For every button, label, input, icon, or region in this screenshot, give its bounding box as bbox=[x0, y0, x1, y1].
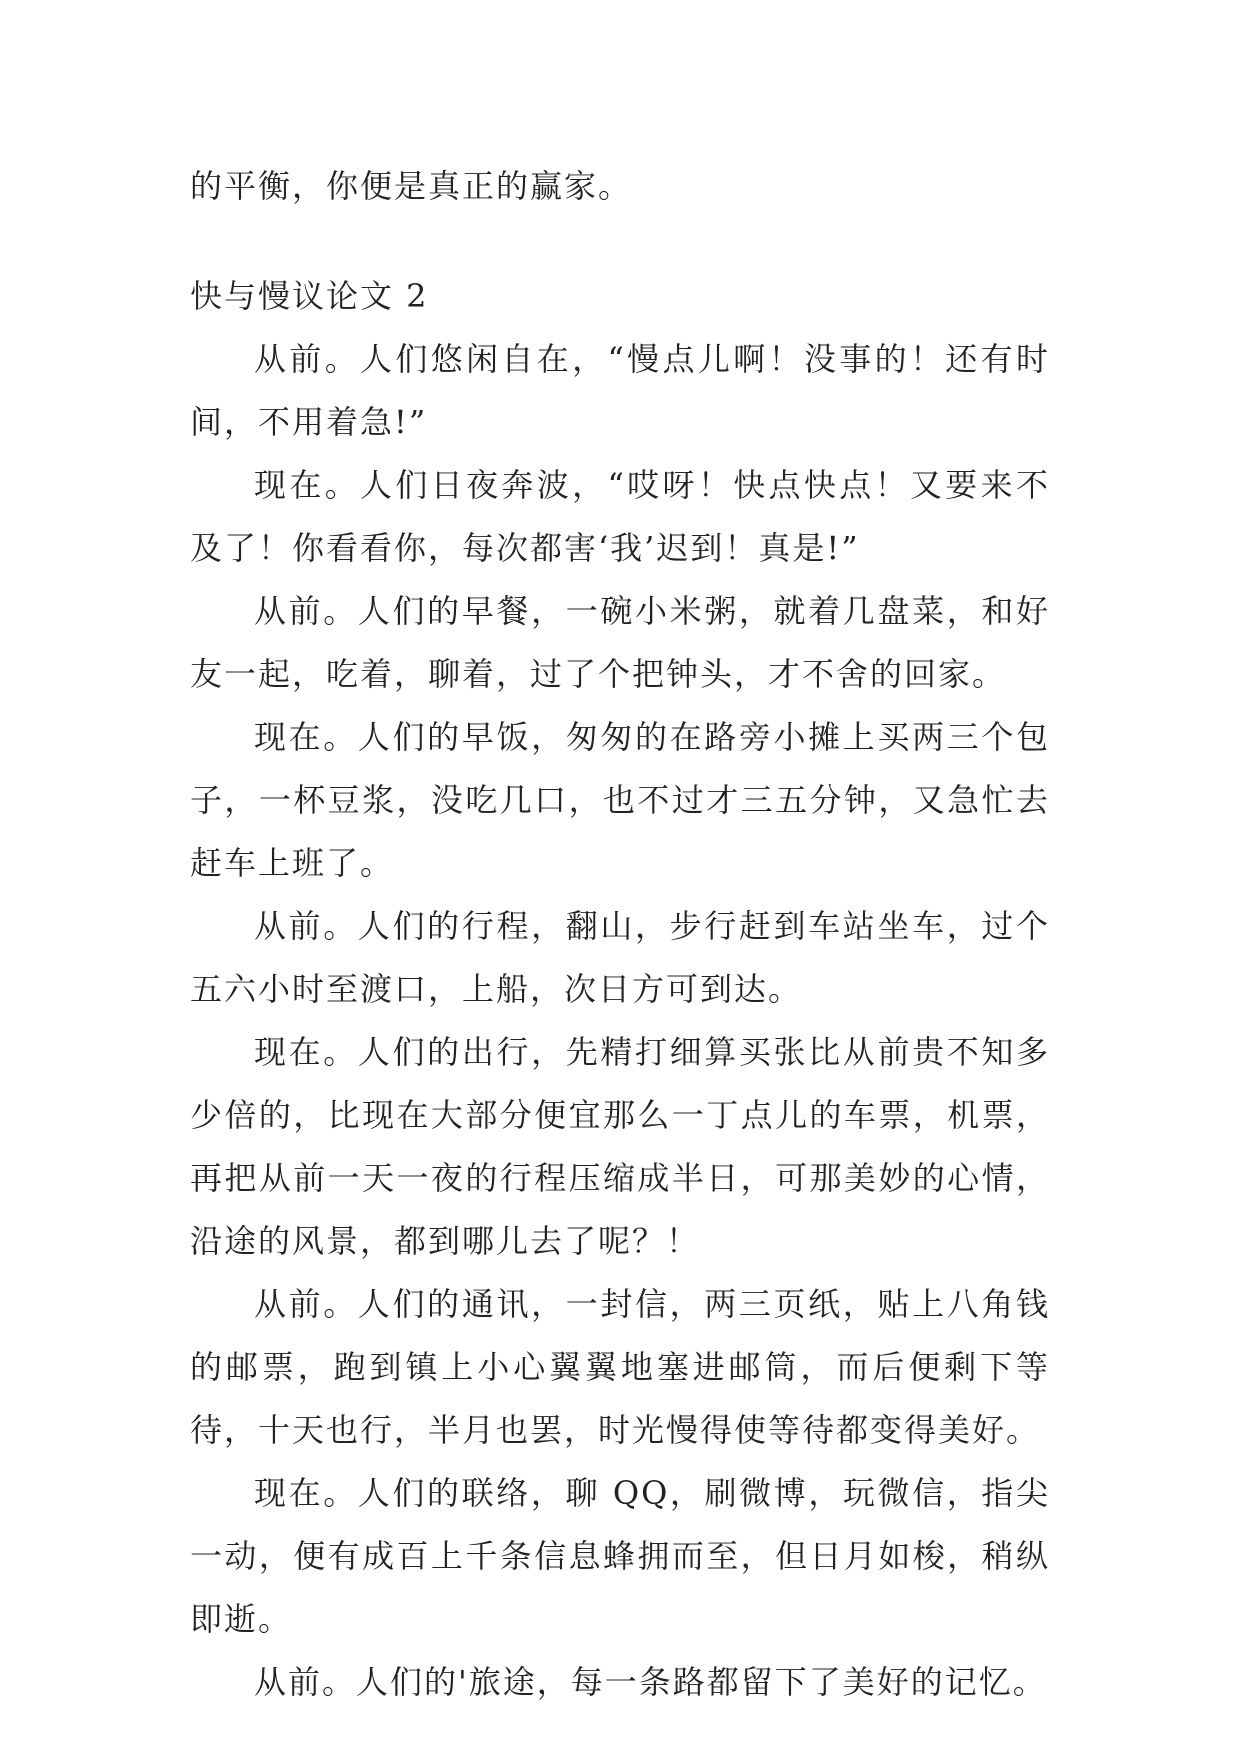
paragraph: 从前。人们的通讯，一封信，两三页纸，贴上八角钱的邮票，跑到镇上小心翼翼地塞进邮筒，而后便剩下等待，十天也行，半月也罢，时光慢得使等待都变得美好。 bbox=[190, 1285, 1050, 1449]
paragraph: 现在。人们日夜奔波，“哎呀！快点快点！又要来不及了！你看看你，每次都害‘我’迟到！真是!” bbox=[190, 466, 1050, 567]
paragraph: 现在。人们的出行，先精打细算买张比从前贵不知多少倍的，比现在大部分便宜那么一丁点儿的车票，机票，再把从前一天一夜的行程压缩成半日，可那美妙的心情，沿途的风景，都到哪儿去了呢？！ bbox=[190, 1033, 1050, 1260]
article-title: 快与慢议论文 2 bbox=[190, 277, 429, 315]
paragraph: 从前。人们悠闲自在，“慢点儿啊！没事的！还有时间，不用着急!” bbox=[190, 340, 1050, 441]
paragraph: 从前。人们的早餐，一碗小米粥，就着几盘菜，和好友一起，吃着，聊着，过了个把钟头，才不舍的回家。 bbox=[190, 592, 1050, 693]
paragraph: 从前。人们的行程，翻山，步行赶到车站坐车，过个五六小时至渡口，上船，次日方可到达。 bbox=[190, 907, 1050, 1008]
paragraph: 现在。人们的早饭，匆匆的在路旁小摊上买两三个包子，一杯豆浆，没吃几口，也不过才三五分钟，又急忙去赶车上班了。 bbox=[190, 718, 1050, 882]
article-body bbox=[190, 265, 1050, 1714]
previous-article-ending: 的平衡，你便是真正的赢家。 bbox=[190, 167, 633, 205]
paragraph: 从前。人们的'旅途，每一条路都留下了美好的记忆。 bbox=[254, 1663, 1047, 1701]
paragraph: 现在。人们的联络，聊 QQ，刷微博，玩微信，指尖一动，便有成百上千条信息蜂拥而至，但日月如梭，稍纵即逝。 bbox=[190, 1474, 1050, 1638]
